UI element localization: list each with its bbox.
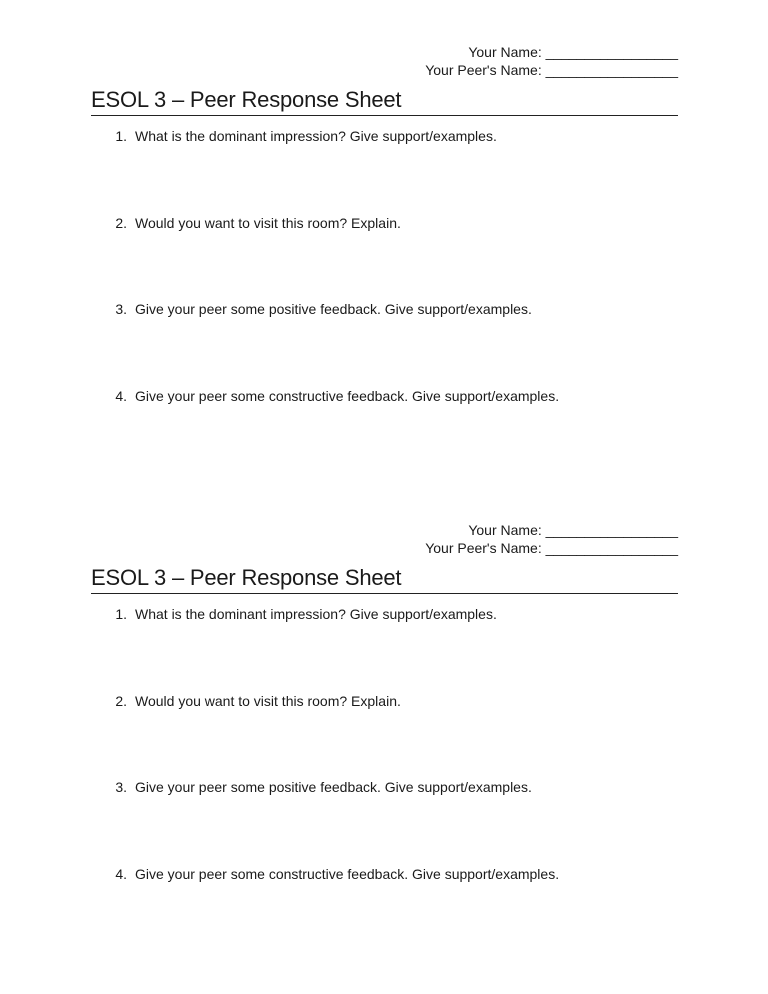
sheet-title: ESOL 3 – Peer Response Sheet: [91, 564, 678, 594]
question-number: 1.: [115, 606, 127, 622]
sheet-title: ESOL 3 – Peer Response Sheet: [91, 86, 678, 116]
question-item: [91, 606, 678, 693]
question-number: 4.: [115, 865, 127, 882]
question-list: [91, 128, 678, 474]
name-fields: [91, 44, 678, 79]
question-number: 1.: [115, 128, 127, 144]
question-text: What is the dominant impression? Give support/examples.: [135, 128, 497, 144]
question-item: [91, 388, 678, 475]
peer-name-field: Your Peer's Name: _________________: [425, 539, 678, 556]
question-text: Would you want to visit this room? Explain.: [135, 214, 401, 231]
question-item: [91, 128, 678, 215]
question-text: What is the dominant impression? Give support/examples.: [135, 606, 497, 622]
question-number: 2.: [115, 214, 127, 231]
your-name-field: Your Name: _________________: [468, 44, 678, 60]
question-item: [91, 779, 678, 866]
your-name-field: Your Name: _________________: [468, 522, 678, 538]
name-fields: [91, 522, 678, 557]
response-sheet-top: [91, 44, 678, 474]
question-item: [91, 301, 678, 388]
peer-name-field: Your Peer's Name: _________________: [425, 61, 678, 78]
question-text: Give your peer some constructive feedback. Give support/examples.: [135, 387, 560, 404]
question-number: 4.: [115, 387, 127, 404]
question-item: [91, 693, 678, 780]
question-number: 3.: [115, 301, 127, 317]
question-text: Would you want to visit this room? Explain.: [135, 692, 401, 709]
question-item: [91, 866, 678, 953]
question-text: Give your peer some positive feedback. Give support/examples.: [135, 301, 532, 317]
question-number: 2.: [115, 692, 127, 709]
question-list: [91, 606, 678, 952]
question-item: [91, 215, 678, 302]
question-text: Give your peer some positive feedback. Give support/examples.: [135, 779, 532, 795]
response-sheet-bottom: [91, 522, 678, 952]
question-number: 3.: [115, 779, 127, 795]
question-text: Give your peer some constructive feedback. Give support/examples.: [135, 865, 560, 882]
